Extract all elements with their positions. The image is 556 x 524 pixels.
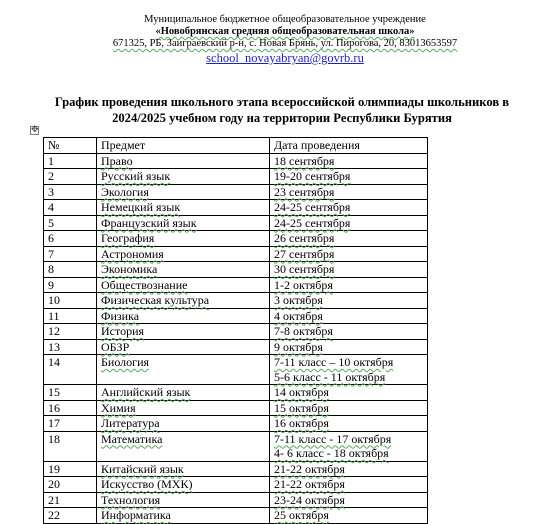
date-cell bbox=[270, 324, 428, 340]
table-row bbox=[44, 153, 428, 169]
date-cell bbox=[270, 416, 428, 432]
subject-cell bbox=[97, 385, 270, 401]
date-cell bbox=[270, 231, 428, 247]
table-header-row bbox=[44, 138, 428, 154]
date-cell bbox=[270, 169, 428, 185]
date-cell bbox=[270, 461, 428, 477]
table-row bbox=[44, 492, 428, 508]
subject-cell bbox=[97, 262, 270, 278]
date-text: 5-6 класс - 11 октября bbox=[274, 369, 386, 384]
row-number-cell: 22 bbox=[44, 508, 97, 524]
date-line bbox=[274, 385, 427, 400]
subject-text: Математика bbox=[101, 431, 163, 446]
table-row bbox=[44, 169, 428, 185]
subject-cell bbox=[97, 339, 270, 355]
table-row bbox=[44, 231, 428, 247]
document-title bbox=[20, 94, 544, 126]
date-line bbox=[274, 508, 427, 523]
row-number-cell: 9 bbox=[44, 277, 97, 293]
row-number-cell: 11 bbox=[44, 308, 97, 324]
date-line bbox=[274, 477, 427, 492]
row-number-cell: 17 bbox=[44, 416, 97, 432]
table-body bbox=[44, 153, 428, 523]
date-text: 25 октября bbox=[274, 508, 329, 522]
date-cell bbox=[270, 200, 428, 216]
subject-text: Обществознание bbox=[101, 277, 188, 292]
subject-text: Экология bbox=[101, 184, 149, 199]
subject-text: Английский язык bbox=[101, 385, 191, 399]
school-email-link[interactable]: school_novayabryan@govrb.ru bbox=[206, 51, 364, 65]
date-text: 4 октября bbox=[274, 308, 323, 323]
date-text: 7-8 октября bbox=[274, 324, 333, 338]
date-text: 3 октября bbox=[274, 293, 323, 307]
table-row bbox=[44, 431, 428, 461]
table-move-handle-icon[interactable]: ✥ bbox=[31, 125, 39, 135]
column-header-subject: Предмет bbox=[97, 138, 270, 154]
table-row bbox=[44, 385, 428, 401]
table-row bbox=[44, 339, 428, 355]
subject-text: География bbox=[101, 231, 155, 245]
date-text: 24-25 сентября bbox=[274, 200, 351, 214]
date-text: 30 сентября bbox=[274, 262, 335, 276]
date-cell bbox=[270, 492, 428, 508]
date-cell bbox=[270, 508, 428, 524]
date-cell bbox=[270, 477, 428, 493]
subject-text: Русский язык bbox=[101, 169, 171, 183]
date-text: 26 сентября bbox=[274, 231, 335, 245]
subject-cell bbox=[97, 508, 270, 524]
row-number-cell: 2 bbox=[44, 169, 97, 185]
subject-cell bbox=[97, 246, 270, 262]
date-cell bbox=[270, 400, 428, 416]
date-text: 16 октября bbox=[274, 416, 329, 430]
date-line bbox=[274, 216, 427, 231]
subject-text: Химия bbox=[101, 400, 136, 415]
date-line bbox=[274, 432, 427, 447]
row-number-cell: 13 bbox=[44, 339, 97, 355]
date-text: 9 октября bbox=[274, 339, 323, 354]
row-number-cell: 5 bbox=[44, 215, 97, 231]
date-text: 18 сентября bbox=[274, 153, 335, 168]
row-number-cell: 15 bbox=[44, 385, 97, 401]
date-cell bbox=[270, 339, 428, 355]
subject-cell bbox=[97, 461, 270, 477]
subject-cell bbox=[97, 492, 270, 508]
subject-text: Экономика bbox=[101, 262, 158, 276]
row-number-cell: 1 bbox=[44, 153, 97, 169]
date-cell bbox=[270, 385, 428, 401]
row-number-cell: 12 bbox=[44, 324, 97, 340]
date-text: 7-11 класс - 17 октября bbox=[274, 431, 392, 446]
document-header bbox=[60, 14, 510, 66]
date-line bbox=[274, 154, 427, 169]
date-text: 24-25 сентября bbox=[274, 215, 351, 230]
subject-text: Информатика bbox=[101, 508, 171, 522]
subject-text: Технология bbox=[101, 492, 161, 507]
olympiad-schedule-table bbox=[43, 137, 428, 524]
subject-cell bbox=[97, 416, 270, 432]
subject-cell bbox=[97, 231, 270, 247]
table-row bbox=[44, 215, 428, 231]
subject-cell bbox=[97, 153, 270, 169]
table-row bbox=[44, 277, 428, 293]
date-line bbox=[274, 462, 427, 477]
table-row bbox=[44, 262, 428, 278]
row-number-cell: 8 bbox=[44, 262, 97, 278]
row-number-cell: 21 bbox=[44, 492, 97, 508]
row-number-cell: 14 bbox=[44, 355, 97, 385]
date-line bbox=[274, 401, 427, 416]
row-number-cell: 16 bbox=[44, 400, 97, 416]
subject-text: Литература bbox=[101, 416, 160, 430]
subject-text: Немецкий язык bbox=[101, 200, 181, 214]
subject-cell bbox=[97, 400, 270, 416]
subject-cell bbox=[97, 324, 270, 340]
date-line bbox=[274, 278, 427, 293]
date-text: 14 октября bbox=[274, 385, 329, 399]
date-text: 23 сентября bbox=[274, 184, 335, 199]
subject-cell bbox=[97, 355, 270, 385]
date-line bbox=[274, 293, 427, 308]
date-cell bbox=[270, 246, 428, 262]
date-line bbox=[274, 185, 427, 200]
date-cell bbox=[270, 293, 428, 309]
subject-text: Физика bbox=[101, 308, 140, 323]
subject-cell bbox=[97, 200, 270, 216]
subject-text: История bbox=[101, 324, 145, 338]
date-text: 15 октября bbox=[274, 400, 329, 415]
title-line-1: График проведения школьного этапа всероссийской олимпиады школьников в bbox=[54, 95, 510, 109]
table-row bbox=[44, 416, 428, 432]
date-line bbox=[274, 340, 427, 355]
subject-cell bbox=[97, 308, 270, 324]
table-row bbox=[44, 477, 428, 493]
date-line bbox=[274, 169, 427, 184]
subject-cell bbox=[97, 184, 270, 200]
row-number-cell: 19 bbox=[44, 461, 97, 477]
table-row bbox=[44, 246, 428, 262]
date-line bbox=[274, 493, 427, 508]
date-line bbox=[274, 355, 427, 370]
date-cell bbox=[270, 308, 428, 324]
title-line-2: 2024/2025 учебном году на территории Республики Бурятия bbox=[112, 111, 452, 125]
subject-text: Право bbox=[101, 153, 133, 168]
date-line bbox=[274, 262, 427, 277]
date-text: 19-20 сентября bbox=[274, 169, 351, 183]
date-text: 7-11 класс – 10 октября bbox=[274, 355, 394, 369]
table-row bbox=[44, 355, 428, 385]
subject-cell bbox=[97, 277, 270, 293]
row-number-cell: 20 bbox=[44, 477, 97, 493]
date-line bbox=[274, 200, 427, 215]
subject-text: Французский язык bbox=[101, 215, 197, 230]
date-line bbox=[274, 416, 427, 431]
date-cell bbox=[270, 277, 428, 293]
column-header-number: № bbox=[44, 138, 97, 154]
subject-text: Физическая культура bbox=[101, 293, 210, 307]
date-text: 4- 6 класс - 18 октября bbox=[274, 446, 389, 460]
subject-text: Биология bbox=[101, 355, 150, 369]
table-row bbox=[44, 461, 428, 477]
date-text: 23-24 октября bbox=[274, 492, 345, 507]
date-line bbox=[274, 370, 427, 385]
date-line bbox=[274, 231, 427, 246]
table-row bbox=[44, 200, 428, 216]
subject-cell bbox=[97, 215, 270, 231]
subject-cell bbox=[97, 169, 270, 185]
date-text: 27 сентября bbox=[274, 246, 335, 261]
subject-text: ОБЗР bbox=[101, 339, 130, 354]
organization-name: Муниципальное бюджетное общеобразовательное учреждение bbox=[144, 14, 426, 25]
table-row bbox=[44, 308, 428, 324]
date-cell bbox=[270, 431, 428, 461]
date-text: 1-2 октября bbox=[274, 277, 333, 292]
row-number-cell: 10 bbox=[44, 293, 97, 309]
row-number-cell: 4 bbox=[44, 200, 97, 216]
subject-cell bbox=[97, 477, 270, 493]
date-text: 21-22 октября bbox=[274, 461, 345, 476]
date-cell bbox=[270, 153, 428, 169]
date-cell bbox=[270, 215, 428, 231]
date-line bbox=[274, 324, 427, 339]
row-number-cell: 6 bbox=[44, 231, 97, 247]
date-text: 21-22 октября bbox=[274, 477, 345, 491]
subject-text: Астрономия bbox=[101, 246, 164, 261]
column-header-date: Дата проведения bbox=[270, 138, 428, 154]
date-cell bbox=[270, 355, 428, 385]
subject-text: Искусство (МХК) bbox=[101, 477, 193, 491]
row-number-cell: 7 bbox=[44, 246, 97, 262]
date-line bbox=[274, 309, 427, 324]
row-number-cell: 3 bbox=[44, 184, 97, 200]
school-address: 671325, РБ, Заиграевский р-н, с. Новая Брянь, ул. Пирогова, 20, 83013653597 bbox=[112, 38, 458, 49]
table-row bbox=[44, 293, 428, 309]
table-row bbox=[44, 508, 428, 524]
subject-text: Китайский язык bbox=[101, 461, 184, 476]
date-line bbox=[274, 446, 427, 461]
table-row bbox=[44, 400, 428, 416]
subject-cell bbox=[97, 293, 270, 309]
date-line bbox=[274, 247, 427, 262]
row-number-cell: 18 bbox=[44, 431, 97, 461]
table-row bbox=[44, 324, 428, 340]
table-row bbox=[44, 184, 428, 200]
subject-cell bbox=[97, 431, 270, 461]
date-cell bbox=[270, 262, 428, 278]
school-name: «Новобрянская средняя общеобразовательная школа» bbox=[155, 26, 415, 37]
date-cell bbox=[270, 184, 428, 200]
